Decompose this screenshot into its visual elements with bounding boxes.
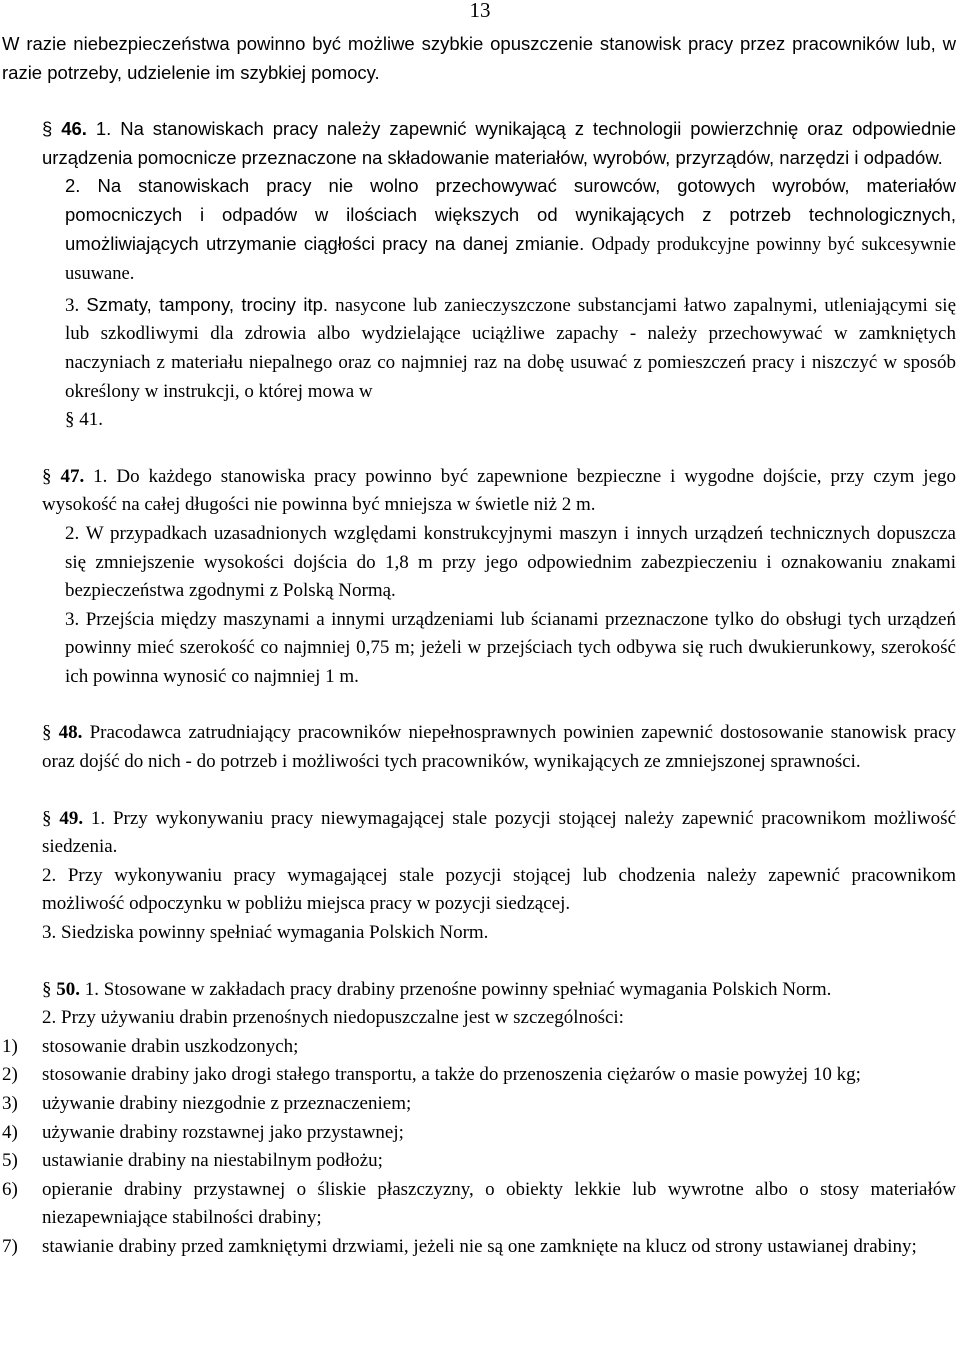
para-text: Na stanowiskach pracy nie wolno przechowywać surowców, gotowych wyrobów, materiałów pomocniczych i odpadów w ilościach większych od wynikających z potrzeb technologicznych, umożliwiających utrzymanie ciągłości pracy na danej zmianie. — [65, 175, 957, 254]
para-label: 1. — [95, 118, 112, 140]
para-text: Przejścia między maszynami a innymi urządzeniami lub ścianami przeznaczone tylko do obsługi tych urządzeń powinny mieć szerokość co najmniej 0,75 m; jeżeli w przejściach tych odbywa się ruch dwukierunkowy, szerokość ich powinna wynosić co najmniej 1 m. — [65, 608, 956, 687]
list-item — [2, 1147, 956, 1176]
section-46-para-2 — [2, 172, 956, 288]
page-number: 13 — [469, 0, 491, 22]
section-49-para-1 — [2, 805, 956, 862]
list-item-text: używanie drabiny niezgodnie z przeznaczeniem; — [42, 1093, 412, 1114]
para-label: 2. — [65, 175, 81, 197]
section-46-para-1 — [2, 115, 956, 172]
para-label: 3. — [65, 608, 80, 630]
para-text: Na stanowiskach pracy należy zapewnić wynikającą z technologii powierzchnię oraz odpowiednie urządzenia pomocnicze przeznaczone na składowanie materiałów, wyrobów, przyrządów, narzędzi i odpadów. — [42, 118, 957, 168]
list-item — [2, 1176, 956, 1233]
para-text: nasycone lub zanieczyszczone substancjami łatwo zapalnymi, utleniającymi się lub szkodliwymi dla zdrowia albo wydzielające uciążliwe zapachy - należy przechowywać w zamkniętych naczyniach z materiału niepalnego oraz co najmniej raz na dobę usuwać z pomieszczeń pracy i niszczyć w sposób określony w instrukcji, o której mowa w — [65, 294, 957, 402]
list-item-number: 2) — [2, 1064, 18, 1086]
section-46-para-3 — [2, 291, 956, 435]
section-number: 47. — [60, 465, 85, 487]
para-label: 2. — [42, 864, 57, 886]
para-label: 2. — [65, 522, 80, 544]
section-47-para-1 — [2, 463, 956, 520]
section-sign: § — [42, 722, 52, 744]
list-item — [2, 1033, 956, 1062]
list-item — [2, 1119, 956, 1148]
para-label: 1. — [90, 807, 106, 829]
section-number: 48. — [58, 722, 83, 744]
section-sign: § — [42, 465, 52, 487]
para-text-tail: Odpady produkcyjne powinny być sukcesywnie usuwane. — [65, 234, 957, 285]
list-item-text: stosowanie drabin uszkodzonych; — [42, 1035, 299, 1057]
section-48 — [2, 719, 956, 776]
para-text: Do każdego stanowiska pracy powinno być zapewnione bezpieczne i wygodne dojście, przy czym jego wysokość na całej długości nie powinna być mniejsza w świetle niż 2 m. — [42, 465, 957, 516]
para-label: 3. — [65, 294, 80, 316]
section-50-para-2 — [2, 1004, 956, 1033]
prohibitions-list — [2, 1033, 956, 1262]
para-label: 3. — [42, 922, 57, 944]
paragraph-intro: W razie niebezpieczeństwa powinno być możliwe szybkie opuszczenie stanowisk pracy przez pracowników lub, w razie potrzeby, udzielenie im szybkiej pomocy. — [2, 33, 956, 83]
page-content — [2, 30, 956, 1262]
para-text: W przypadkach uzasadnionych względami konstrukcyjnymi maszyn i innych urządzeń technicznych dopuszcza się zmniejszenie wysokości dojścia do 1,8 m przy jego odpowiednim zabezpieczeniu i oznakowaniu znakami bezpieczeństwa zgodnymi z Polską Normą. — [65, 522, 956, 602]
para-text: Przy wykonywaniu pracy niewymagającej stale pozycji stojącej należy zapewnić pracownikom możliwość siedzenia. — [42, 807, 957, 858]
section-47-para-2 — [2, 520, 956, 606]
section-number: 46. — [61, 118, 87, 140]
section-sign: § — [42, 118, 53, 140]
list-item — [2, 1090, 956, 1119]
section-reference: § 41. — [65, 409, 103, 431]
list-item-text: opieranie drabiny przystawnej o śliskie płaszczyzny, o obiekty lekkie lub wywrotne albo o stosy materiałów niezapewniające stabilności drabiny; — [42, 1178, 956, 1229]
para-text: Przy używaniu drabin przenośnych niedopuszczalne jest w szczególności: — [61, 1007, 624, 1029]
list-item-number: 3) — [2, 1093, 18, 1114]
list-item-number: 4) — [2, 1121, 18, 1143]
list-item — [2, 1233, 956, 1262]
list-item-number: 7) — [2, 1235, 18, 1257]
list-item-number: 1) — [2, 1035, 18, 1057]
para-text: Siedziska powinny spełniać wymagania Polskich Norm. — [61, 922, 489, 944]
para-label: 1. — [84, 978, 99, 1000]
para-text-sans: Szmaty, tampony, trociny itp. — [86, 293, 329, 315]
para-label: 2. — [42, 1007, 57, 1029]
list-item-number: 5) — [2, 1150, 18, 1172]
list-item-number: 6) — [2, 1178, 18, 1200]
section-49-para-2 — [2, 862, 956, 919]
section-50-para-1 — [2, 976, 956, 1005]
section-49-para-3 — [2, 919, 956, 948]
section-sign: § — [42, 807, 52, 829]
section-sign: § — [42, 978, 52, 1000]
list-item-text: stosowanie drabiny jako drogi stałego transportu, a także do przenoszenia ciężarów o masie powyżej 10 kg; — [42, 1064, 861, 1086]
list-item-text: stawianie drabiny przed zamkniętymi drzwiami, jeżeli nie są one zamknięte na klucz od strony ustawianej drabiny; — [42, 1235, 917, 1257]
list-item-text: ustawianie drabiny na niestabilnym podłożu; — [42, 1150, 383, 1172]
para-label: 1. — [93, 465, 108, 487]
para-text: Przy wykonywaniu pracy wymagającej stale pozycji stojącej lub chodzenia należy zapewnić pracownikom możliwość odpoczynku w pobliżu miejsca pracy w pozycji siedzącej. — [42, 864, 957, 915]
para-text: Pracodawca zatrudniający pracowników niepełnosprawnych powinien zapewnić dostosowanie stanowisk pracy oraz dojść do nich - do potrzeb i możliwości tych pracowników, wynikających ze zmniejszonej sprawności. — [42, 722, 957, 773]
para-text: Stosowane w zakładach pracy drabiny przenośne powinny spełniać wymagania Polskich Norm. — [103, 978, 832, 1000]
section-number: 49. — [59, 807, 84, 829]
list-item — [2, 1061, 956, 1090]
list-item-text: używanie drabiny rozstawnej jako przystawnej; — [42, 1121, 404, 1143]
section-47-para-3 — [2, 606, 956, 692]
section-number: 50. — [56, 978, 80, 1000]
